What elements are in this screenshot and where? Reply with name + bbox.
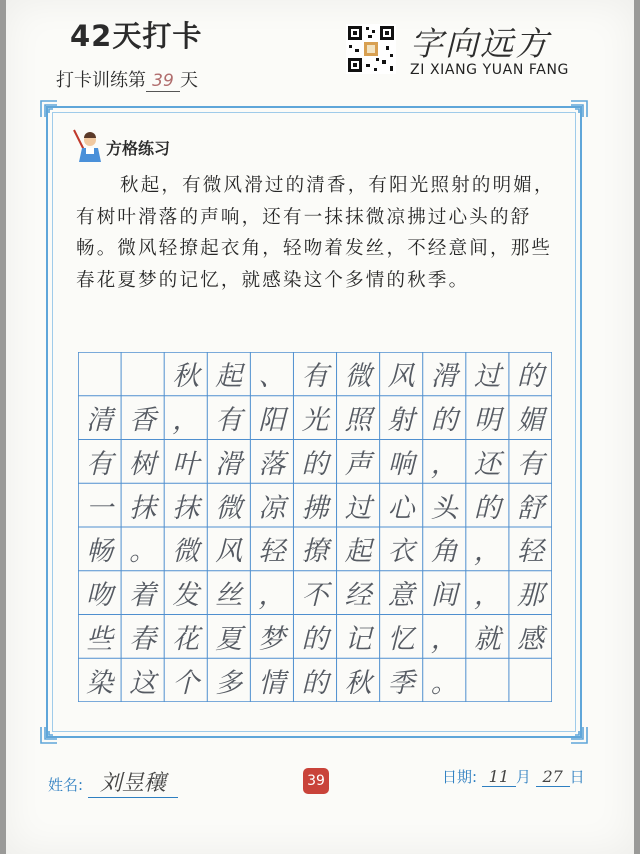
grid-cell: 有 <box>86 448 114 480</box>
grid-cell: 个 <box>172 667 200 699</box>
grid-cell: 的 <box>516 361 544 393</box>
grid-cell: 声 <box>344 448 372 480</box>
grid-cell: 轻 <box>258 536 286 568</box>
grid-cell: 的 <box>301 448 329 480</box>
grid-cell: 树 <box>129 448 157 480</box>
grid-cell: 舒 <box>516 492 544 524</box>
grid-cell: 起 <box>344 536 372 568</box>
grid-cell: 微 <box>344 361 372 393</box>
grid-cell: 微 <box>215 492 243 524</box>
day-suffix: 天 <box>180 70 198 91</box>
grid-cell <box>509 658 552 702</box>
grid-cell: 衣 <box>387 536 415 568</box>
grid-cell: 的 <box>430 405 458 437</box>
grid-cell: 。 <box>430 667 458 699</box>
grid-cell: 、 <box>258 361 286 393</box>
grid-cell: ， <box>430 623 458 655</box>
name-field <box>48 766 178 798</box>
grid-cell: 照 <box>344 405 372 437</box>
grid-cell: 香 <box>129 405 157 437</box>
grid-cell: 媚 <box>516 405 544 437</box>
grid-cell: 不 <box>301 580 329 612</box>
model-passage: 秋起，有微风滑过的清香，有阳光照射的明媚，有树叶滑落的声响，还有一抹抹微凉拂过心头的舒畅。微风轻撩起衣角，轻吻着发丝，不经意间，那些春花夏梦的记忆，就感染这个多情的秋季。 <box>76 175 555 291</box>
grid-cell: 感 <box>516 623 544 655</box>
name-label: 姓名: <box>48 776 84 794</box>
grid-cell: 风 <box>387 361 415 393</box>
grid-cell: 过 <box>344 492 372 524</box>
grid-cell: 角 <box>430 536 458 568</box>
section-title: 方格练习 <box>106 139 171 158</box>
day-prefix: 打卡训练第 <box>56 70 146 91</box>
grid-cell: 轻 <box>516 536 544 568</box>
brand-logo-chinese: 字向远方 <box>410 24 550 63</box>
grid-cell: 丝 <box>215 580 243 612</box>
day-number: 39 <box>146 71 180 92</box>
grid-cell: 抹 <box>172 492 200 524</box>
grid-cell: 一 <box>86 492 114 524</box>
grid-cell: 的 <box>301 667 329 699</box>
grid-cell: 那 <box>516 580 544 612</box>
grid-cell: 花 <box>172 623 200 655</box>
grid-cell: 就 <box>473 623 501 655</box>
grid-cell: 意 <box>387 580 415 612</box>
page-number-badge: 39 <box>303 768 329 794</box>
grid-cell: 凉 <box>258 492 286 524</box>
grid-cell: 心 <box>387 492 415 524</box>
grid-cell <box>121 352 164 396</box>
name-value: 刘昱穰 <box>88 766 178 798</box>
grid-cell: 落 <box>258 448 286 480</box>
grid-cell: 还 <box>473 448 501 480</box>
grid-cell: 明 <box>473 405 501 437</box>
grid-cell: ， <box>430 448 458 480</box>
corner-ornament-icon <box>40 726 58 744</box>
grid-cell: 拂 <box>301 492 329 524</box>
grid-cell: 过 <box>473 361 501 393</box>
date-label: 日期: <box>442 768 478 786</box>
grid-cell: 滑 <box>430 361 458 393</box>
grid-cell: 有 <box>301 361 329 393</box>
grid-cell: 滑 <box>215 448 243 480</box>
grid-cell: ， <box>473 536 501 568</box>
page-title: 42天打卡 <box>70 19 203 53</box>
grid-cell: 头 <box>430 492 458 524</box>
grid-cell: 吻 <box>86 580 114 612</box>
grid-cell: 清 <box>86 405 114 437</box>
grid-cell: 微 <box>172 536 200 568</box>
grid-cell: 抹 <box>129 492 157 524</box>
grid-cell: ， <box>258 580 286 612</box>
grid-cell: 光 <box>301 405 329 437</box>
grid-cell: 着 <box>129 580 157 612</box>
date-day: 27 <box>536 767 570 787</box>
grid-cell: ， <box>473 580 501 612</box>
grid-cell: 忆 <box>387 623 415 655</box>
grid-cell: 秋 <box>344 667 372 699</box>
grid-cell: 有 <box>215 405 243 437</box>
corner-ornament-icon <box>570 100 588 118</box>
month-unit: 月 <box>515 768 531 786</box>
grid-cell: 些 <box>86 623 114 655</box>
grid-cell: 多 <box>215 667 243 699</box>
corner-ornament-icon <box>570 726 588 744</box>
grid-cell: 间 <box>430 580 458 612</box>
qr-code-icon <box>346 24 396 74</box>
day-counter <box>56 66 198 92</box>
student-writing-icon <box>72 128 102 164</box>
grid-cell: ， <box>172 405 200 437</box>
grid-cell: 春 <box>129 623 157 655</box>
grid-cell: 发 <box>172 580 200 612</box>
grid-cell: 经 <box>344 580 372 612</box>
grid-cell: 记 <box>344 623 372 655</box>
grid-cell: 梦 <box>258 623 286 655</box>
day-unit: 日 <box>569 768 585 786</box>
grid-cell: 的 <box>301 623 329 655</box>
brand-logo-english: ZI XIANG YUAN FANG <box>410 62 570 78</box>
grid-cell: 叶 <box>172 448 200 480</box>
grid-cell: 夏 <box>215 623 243 655</box>
grid-cell: 响 <box>387 448 415 480</box>
corner-ornament-icon <box>40 100 58 118</box>
grid-cell: 起 <box>215 361 243 393</box>
handwriting-grid <box>78 352 552 702</box>
grid-cell: 。 <box>129 536 157 568</box>
grid-cell: 有 <box>516 448 544 480</box>
grid-cell <box>78 352 121 396</box>
grid-cell: 射 <box>387 405 415 437</box>
grid-cell: 畅 <box>86 536 114 568</box>
date-field <box>442 766 585 787</box>
grid-cell <box>466 658 509 702</box>
grid-cell: 风 <box>215 536 243 568</box>
grid-cell: 这 <box>129 667 157 699</box>
grid-cell: 阳 <box>258 405 286 437</box>
grid-cell: 季 <box>387 667 415 699</box>
grid-cell: 染 <box>86 667 114 699</box>
grid-cell: 秋 <box>172 361 200 393</box>
grid-cell: 撩 <box>301 536 329 568</box>
grid-cell: 情 <box>258 667 286 699</box>
grid-cell: 的 <box>473 492 501 524</box>
date-month: 11 <box>482 767 516 787</box>
